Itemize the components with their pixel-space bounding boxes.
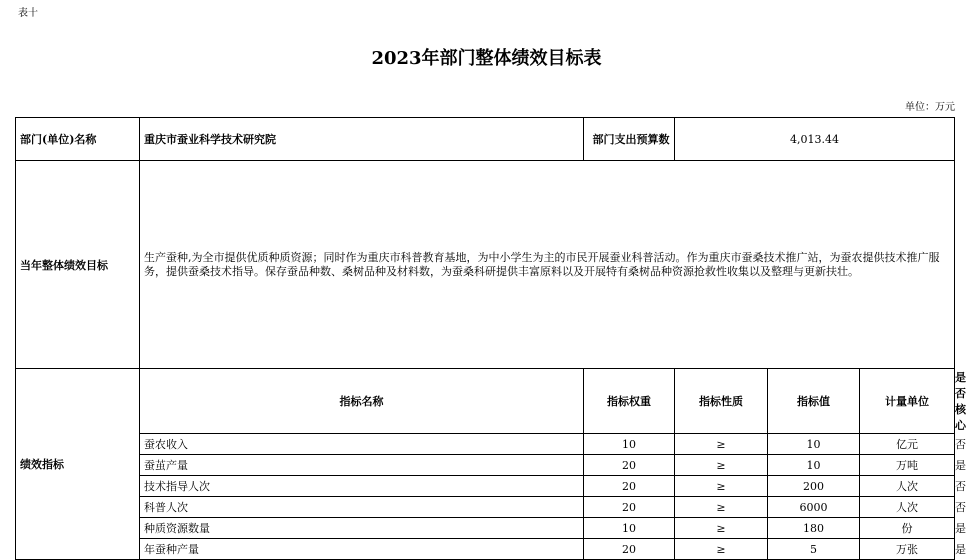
indicator-value: 200 [768,476,860,497]
budget-value: 4,013.44 [675,118,955,161]
dept-row [16,118,955,161]
indicator-unit: 份 [860,518,955,539]
indicator-value: 10 [768,455,860,476]
indicator-weight: 20 [584,539,675,560]
table-row: 蚕农收入 10 ≥ 10 亿元 否 [16,434,955,455]
table-row: 年蚕种产量 20 ≥ 5 万张 是 [16,539,955,560]
dept-name-value: 重庆市蚕业科学技术研究院 [140,118,584,161]
header-name: 指标名称 [140,369,584,434]
indicator-header-row: 绩效指标 指标名称 指标权重 指标性质 指标值 计量单位 是否核心 [16,369,955,434]
unit-label: 单位：万元 [905,102,955,113]
indicator-nature: ≥ [675,434,768,455]
table-row: 科普人次 20 ≥ 6000 人次 否 [16,497,955,518]
indicator-nature: ≥ [675,476,768,497]
indicator-value: 10 [768,434,860,455]
indicator-nature: ≥ [675,497,768,518]
page-title: 2023年部门整体绩效目标表 [371,48,602,69]
indicator-value: 180 [768,518,860,539]
header-nature: 指标性质 [675,369,768,434]
indicator-weight: 10 [584,434,675,455]
indicator-nature: ≥ [675,518,768,539]
header-unit: 计量单位 [860,369,955,434]
indicator-weight: 10 [584,518,675,539]
indicator-value: 5 [768,539,860,560]
performance-table [15,117,967,560]
indicator-nature: ≥ [675,455,768,476]
indicator-weight: 20 [584,476,675,497]
indicator-unit: 人次 [860,497,955,518]
header-weight: 指标权重 [584,369,675,434]
goal-text: 生产蚕种,为全市提供优质种质资源；同时作为重庆市科普教育基地，为中小学生为主的市民开展蚕业科普活动。作为重庆市蚕桑技术推广站，为蚕农提供技术推广服务，提供蚕桑技术指导。保存蚕品种数、桑树品种及材料数，为蚕桑科研提供丰富原料以及开展特有桑树品种资源抢救性收集以及整理与更新扶壮。 [140,161,955,369]
indicator-name: 科普人次 [140,497,584,518]
header-value: 指标值 [768,369,860,434]
indicator-name: 蚕茧产量 [140,455,584,476]
indicator-nature: ≥ [675,539,768,560]
table-number-label: 表十 [18,8,38,19]
budget-label: 部门支出预算数 [584,118,675,161]
indicator-weight: 20 [584,497,675,518]
indicator-unit: 万张 [860,539,955,560]
table-row: 技术指导人次 20 ≥ 200 人次 否 [16,476,955,497]
goal-row [16,161,955,369]
indicator-unit: 亿元 [860,434,955,455]
indicators-section-label: 绩效指标 [16,369,140,560]
table-row: 蚕茧产量 20 ≥ 10 万吨 是 [16,455,955,476]
goal-label: 当年整体绩效目标 [16,161,140,369]
indicator-name: 年蚕种产量 [140,539,584,560]
indicator-name: 种质资源数量 [140,518,584,539]
indicator-unit: 人次 [860,476,955,497]
table-row: 种质资源数量 10 ≥ 180 份 是 [16,518,955,539]
indicator-name: 技术指导人次 [140,476,584,497]
dept-name-label: 部门(单位)名称 [16,118,140,161]
indicator-name: 蚕农收入 [140,434,584,455]
indicator-value: 6000 [768,497,860,518]
indicator-unit: 万吨 [860,455,955,476]
indicator-weight: 20 [584,455,675,476]
